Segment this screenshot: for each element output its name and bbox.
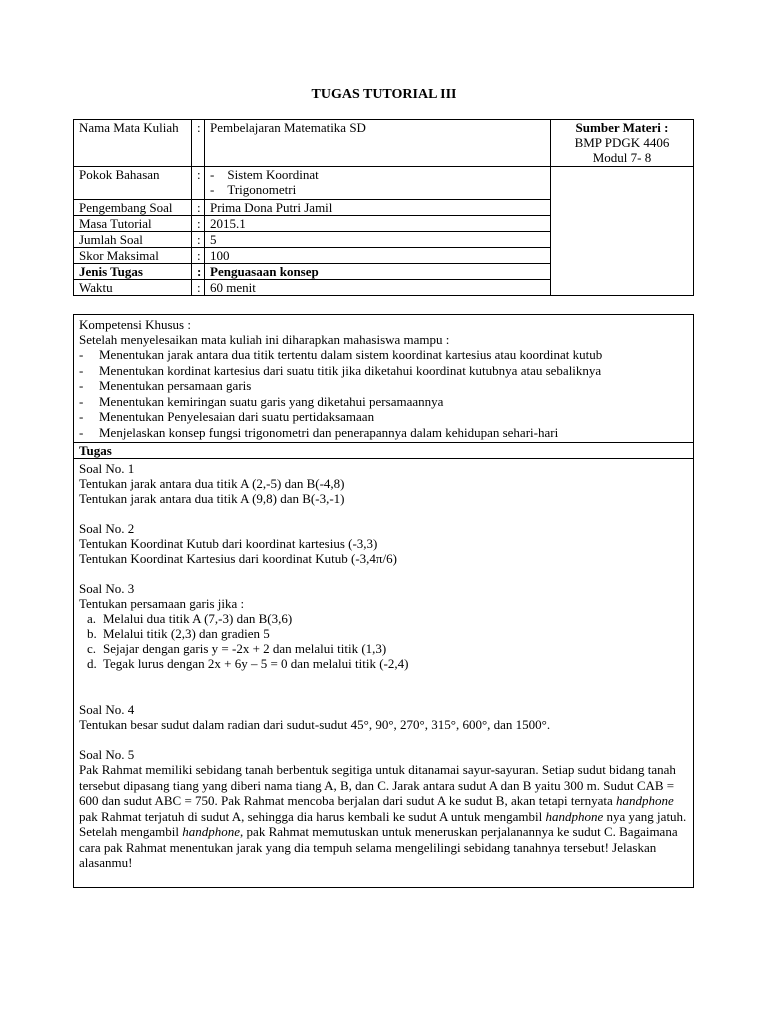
info-label: Masa Tutorial bbox=[74, 216, 192, 232]
info-label: Jumlah Soal bbox=[74, 232, 192, 248]
source-module: Modul 7- 8 bbox=[592, 150, 652, 165]
document-title: TUGAS TUTORIAL III bbox=[311, 87, 457, 102]
course-info-table bbox=[73, 119, 694, 296]
soal-3-item: d. Tegak lurus dengan 2x + 6y – 5 = 0 dan melalui titik (-2,4) bbox=[87, 656, 409, 671]
kompetensi-item: - Menjelaskan konsep fungsi trigonometri dan penerapannya dalam kehidupan sehari-hari bbox=[79, 424, 559, 440]
kompetensi-item: - Menentukan kordinat kartesius dari suatu titik jika diketahui koordinat kutubnya atau sebaliknya bbox=[79, 362, 602, 378]
info-row-course bbox=[74, 120, 694, 167]
kompetensi-cell bbox=[74, 315, 694, 443]
info-colon: : bbox=[192, 248, 205, 264]
soal-5-paragraph: Pak Rahmat memiliki sebidang tanah berbentuk segitiga untuk ditanamai sayur-sayuran. Setiap sudut bidang tanah tersebut dipasang tiang yang diberi nama tiang A, B, dan C. Jarak antara sudut A dan B yaitu 300 m. Sudut CAB = 600 dan sudut ABC = 750. Pak Rahmat mencoba berjalan dari sudut A ke sudut B, akan tetapi ternyata handphone pak Rahmat terjatuh di sudut A, sehingga dia harus kembali ke sudut A untuk mengambil handphone nya yang jatuh. Setelah mengambil handphone, pak Rahmat memutuskan untuk meneruskan perjalanannya ke sudut C. Bagaimana cara pak Rahmat menentukan jarak yang dia tempuh selama mengelilingi sebidang tanahnya tersebut! Jelaskan alasanmu! bbox=[79, 762, 687, 870]
info-row-topic bbox=[74, 167, 694, 200]
source-book: BMP PDGK 4406 bbox=[574, 135, 670, 150]
source-label: Sumber Materi : bbox=[575, 120, 669, 135]
info-colon: : bbox=[192, 216, 205, 232]
topic-item: - Sistem Koordinat bbox=[210, 167, 319, 182]
kompetensi-item: - Menentukan jarak antara dua titik tertentu dalam sistem koordinat kartesius atau koordinat kutub bbox=[79, 347, 603, 362]
soal-4-text: Tentukan besar sudut dalam radian dari sudut-sudut 45°, 90°, 270°, 315°, 600°, dan 1500°. bbox=[79, 717, 551, 732]
info-value: 100 bbox=[205, 248, 551, 264]
task-table bbox=[73, 314, 694, 888]
info-value: Penguasaan konsep bbox=[205, 264, 551, 280]
tugas-heading: Tugas bbox=[74, 443, 694, 459]
soal-2-line: Tentukan Koordinat Kartesius dari koordinat Kutub (-3,4π/6) bbox=[79, 551, 397, 566]
topic-item: - Trigonometri bbox=[210, 182, 297, 197]
kompetensi-row bbox=[74, 315, 694, 443]
info-colon: : bbox=[192, 232, 205, 248]
soal-1-line: Tentukan jarak antara dua titik A (9,8) dan B(-3,-1) bbox=[79, 491, 345, 506]
soal-4-title: Soal No. 4 bbox=[79, 702, 135, 717]
soal-3-intro: Tentukan persamaan garis jika : bbox=[79, 596, 245, 611]
kompetensi-item: - Menentukan persamaan garis bbox=[79, 378, 252, 393]
soal-3-title: Soal No. 3 bbox=[79, 581, 135, 596]
kompetensi-heading: Kompetensi Khusus : bbox=[79, 317, 191, 332]
info-value: 2015.1 bbox=[205, 216, 551, 232]
soal-2-title: Soal No. 2 bbox=[79, 521, 135, 536]
topic-list bbox=[205, 167, 551, 200]
info-colon: : bbox=[192, 167, 205, 200]
info-colon: : bbox=[192, 200, 205, 216]
info-colon: : bbox=[192, 120, 205, 167]
soal-1-line: Tentukan jarak antara dua titik A (2,-5) dan B(-4,8) bbox=[79, 476, 345, 491]
info-label: Pengembang Soal bbox=[74, 200, 192, 216]
soal-cell bbox=[74, 459, 694, 888]
info-label: Nama Mata Kuliah bbox=[74, 120, 192, 167]
soal-3-item: a. Melalui dua titik A (7,-3) dan B(3,6) bbox=[87, 611, 293, 626]
info-label: Skor Maksimal bbox=[74, 248, 192, 264]
tugas-row bbox=[74, 443, 694, 459]
soal-2-line: Tentukan Koordinat Kutub dari koordinat kartesius (-3,3) bbox=[79, 536, 378, 551]
info-label: Pokok Bahasan bbox=[74, 167, 192, 200]
info-value: Prima Dona Putri Jamil bbox=[205, 200, 551, 216]
info-colon: : bbox=[192, 280, 205, 296]
kompetensi-intro: Setelah menyelesaikan mata kuliah ini diharapkan mahasiswa mampu : bbox=[79, 332, 450, 347]
info-colon: : bbox=[192, 264, 205, 280]
info-value: Pembelajaran Matematika SD bbox=[205, 120, 551, 167]
info-value: 5 bbox=[205, 232, 551, 248]
kompetensi-item: - Menentukan Penyelesaian dari suatu pertidaksamaan bbox=[79, 409, 375, 424]
soal-1-title: Soal No. 1 bbox=[79, 461, 135, 476]
info-label: Waktu bbox=[74, 280, 192, 296]
soal-3-item: b. Melalui titik (2,3) dan gradien 5 bbox=[87, 626, 270, 641]
soal-3-item: c. Sejajar dengan garis y = -2x + 2 dan melalui titik (1,3) bbox=[87, 641, 387, 656]
kompetensi-item: - Menentukan kemiringan suatu garis yang diketahui persamaannya bbox=[79, 393, 444, 409]
empty-cell bbox=[551, 167, 694, 296]
soal-5-title: Soal No. 5 bbox=[79, 747, 135, 762]
info-label: Jenis Tugas bbox=[74, 264, 192, 280]
soal-row bbox=[74, 459, 694, 888]
info-value: 60 menit bbox=[205, 280, 551, 296]
source-cell bbox=[551, 120, 694, 167]
